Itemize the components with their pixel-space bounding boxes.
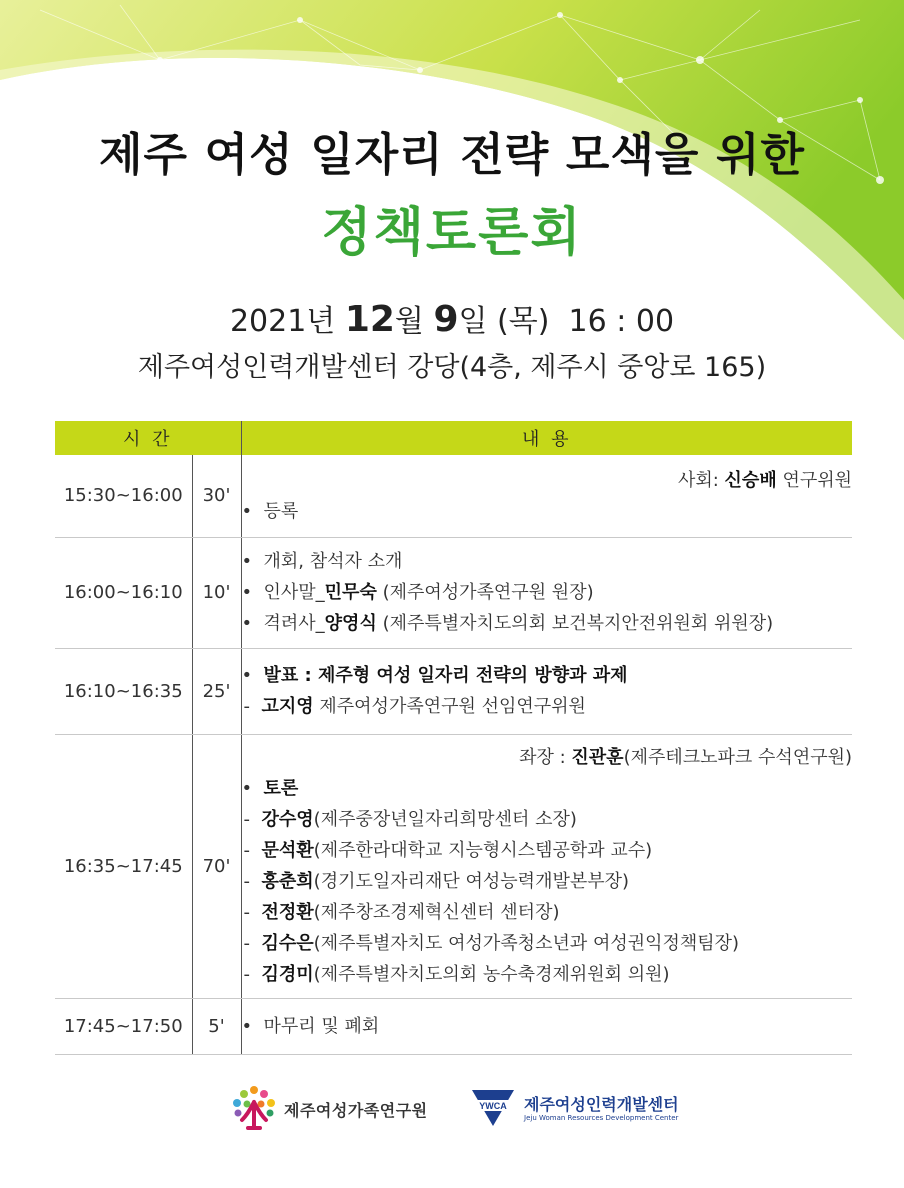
row-time: 16:35~17:45 xyxy=(55,734,192,998)
row-duration: 10' xyxy=(192,537,241,648)
agenda-item: • 개회, 참석자 소개 xyxy=(242,546,853,577)
item-prefix: 인사말_ xyxy=(263,582,325,603)
table-header-row xyxy=(55,421,852,455)
jeju-women-family-institute-logo xyxy=(228,1082,438,1138)
row-content xyxy=(241,998,852,1054)
table-row xyxy=(55,734,852,998)
date-year: 2021년 xyxy=(229,304,336,339)
speaker-affiliation: (제주특별자치도의회 보건복지안전위원회 위원장) xyxy=(376,613,774,634)
row-content xyxy=(241,455,852,537)
logo2-subtitle: Jeju Woman Resources Development Center xyxy=(524,1114,679,1122)
date-weekday: (목) xyxy=(497,304,550,339)
title-line-2: 정책토론회 xyxy=(321,203,583,263)
panelist-affiliation: (제주한라대학교 지능형시스템공학과 교수) xyxy=(313,840,653,861)
event-date xyxy=(0,296,904,340)
row-duration: 25' xyxy=(192,648,241,734)
table-row xyxy=(55,648,852,734)
header-time: 시 간 xyxy=(55,421,241,455)
event-time: 16 : 00 xyxy=(568,304,675,339)
panelist xyxy=(242,866,853,897)
moderator-prefix: 사회: xyxy=(677,469,725,491)
date-day-number: 9 xyxy=(433,299,459,340)
row-content xyxy=(241,734,852,998)
speaker-affiliation: (제주여성가족연구원 원장) xyxy=(376,582,594,603)
presenter-name: 고지영 xyxy=(261,696,314,717)
item-prefix: 격려사_ xyxy=(263,613,325,634)
panelist-name: 전정환 xyxy=(261,902,314,923)
date-day-unit: 일 xyxy=(458,304,488,339)
event-venue: 제주여성인력개발센터 강당(4층, 제주시 중앙로 165) xyxy=(137,352,767,383)
panelist xyxy=(242,897,853,928)
row-time: 15:30~16:00 xyxy=(55,455,192,537)
panelist-name: 홍춘희 xyxy=(261,871,314,892)
panelist-name: 강수영 xyxy=(261,809,314,830)
speaker-name: 양영식 xyxy=(324,613,377,634)
panelist xyxy=(242,804,853,835)
tree-logo-icon xyxy=(228,1082,280,1134)
ywca-badge-text: YWCA xyxy=(479,1101,507,1111)
date-month-unit: 월 xyxy=(394,304,424,339)
panelist-affiliation: (제주특별자치도의회 농수축경제위원회 의원) xyxy=(313,964,670,985)
title-line-1: 제주 여성 일자리 전략 모색을 위한 xyxy=(99,128,805,181)
moderator-suffix: 연구위원 xyxy=(776,469,852,491)
panelist-name: 문석환 xyxy=(261,840,314,861)
moderator-line xyxy=(242,465,853,496)
panelist-affiliation: (제주특별자치도 여성가족청소년과 여성권익정책팀장) xyxy=(313,933,740,954)
header-content: 내 용 xyxy=(241,421,852,455)
agenda-item xyxy=(242,660,853,691)
agenda-item xyxy=(242,608,853,639)
row-content xyxy=(241,648,852,734)
presenter-affiliation: 제주여성가족연구원 선임연구위원 xyxy=(313,696,586,717)
ywca-logo-icon xyxy=(470,1088,516,1128)
panelist-affiliation: (경기도일자리재단 여성능력개발본부장) xyxy=(313,871,630,892)
panelist-name: 김수은 xyxy=(261,933,314,954)
date-month-number: 12 xyxy=(344,299,395,340)
chair-affiliation: (제주테크노파크 수석연구원) xyxy=(623,747,852,768)
jeju-women-resources-center-logo xyxy=(470,1088,700,1138)
panelist-affiliation: (제주중장년일자리희망센터 소장) xyxy=(313,809,577,830)
row-time: 16:10~16:35 xyxy=(55,648,192,734)
panelist xyxy=(242,928,853,959)
logo2-title: 제주여성인력개발센터 xyxy=(524,1095,679,1114)
presenter-line xyxy=(242,691,853,722)
row-duration: 70' xyxy=(192,734,241,998)
footer-logos xyxy=(0,1082,904,1142)
row-content xyxy=(241,537,852,648)
table-row xyxy=(55,537,852,648)
agenda-item xyxy=(242,577,853,608)
table-row xyxy=(55,998,852,1054)
logo1-text: 제주여성가족연구원 xyxy=(284,1101,428,1120)
chair-prefix: 좌장 : xyxy=(519,747,572,768)
speaker-name: 민무숙 xyxy=(324,582,377,603)
table-row xyxy=(55,455,852,537)
presentation-title: 발표 : 제주형 여성 일자리 전략의 방향과 과제 xyxy=(263,665,628,686)
panelist xyxy=(242,835,853,866)
row-duration: 30' xyxy=(192,455,241,537)
discussion-label: 토론 xyxy=(263,778,299,799)
chair-name: 진관훈 xyxy=(571,747,624,768)
moderator-name: 신승배 xyxy=(724,469,777,491)
chair-line xyxy=(242,742,853,773)
row-time: 17:45~17:50 xyxy=(55,998,192,1054)
agenda-item: • 마무리 및 폐회 xyxy=(242,1011,853,1042)
agenda-item: • 등록 xyxy=(242,496,853,527)
row-time: 16:00~16:10 xyxy=(55,537,192,648)
schedule-table xyxy=(55,421,852,1055)
panelist-name: 김경미 xyxy=(261,964,314,985)
row-duration: 5' xyxy=(192,998,241,1054)
agenda-item xyxy=(242,773,853,804)
panelist xyxy=(242,959,853,990)
panelist-affiliation: (제주창조경제혁신센터 센터장) xyxy=(313,902,560,923)
